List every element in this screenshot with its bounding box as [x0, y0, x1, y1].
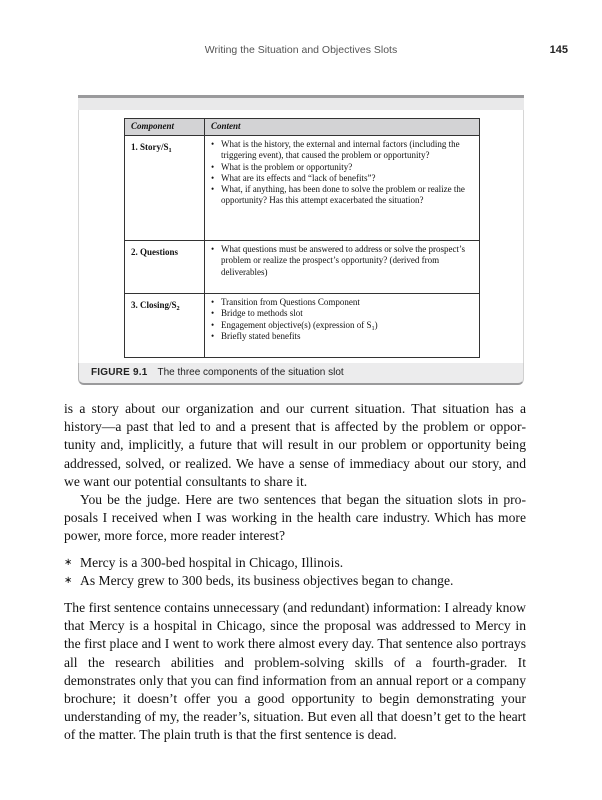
content-bullet: • Bridge to methods slot [211, 308, 473, 319]
content-bullet-text: Engagement objective(s) (expression of S [221, 319, 372, 330]
content-bullet: • What are its effects and “lack of benefits”? [211, 173, 473, 184]
table-row-closing [125, 294, 480, 358]
paragraph: You be the judge. Here are two sentences that began the situation slots in proposals I received when I was working in the health care industry. Which has more power, more force, more reader interest? [64, 492, 526, 544]
content-bullet: • What, if anything, has been done to solve the problem or realize the opportunity? Has this attempt exacerbated the situation? [211, 184, 473, 207]
asterisk-bullet-icon: ∗ [64, 574, 73, 586]
table-header-row [125, 119, 480, 136]
component-subscript: 2 [176, 305, 180, 312]
column-header-component: Component [125, 119, 205, 136]
component-label: 1. Story/S [131, 142, 169, 152]
content-cell [205, 136, 480, 241]
content-bullet: • Transition from Questions Component [211, 297, 473, 308]
list-item [64, 572, 526, 590]
figure-caption-label: FIGURE 9.1 [91, 367, 148, 378]
component-cell [125, 136, 205, 241]
figure-caption [78, 363, 524, 385]
list-item-text: As Mercy grew to 300 beds, its business objectives began to change. [80, 572, 454, 588]
figure-top-bar [78, 95, 524, 110]
component-label: 3. Closing/S [131, 300, 177, 310]
content-bullets [211, 297, 473, 342]
paragraph: The first sentence contains unnecessary (and redundant) information: I already know that Mercy is a hospital in Chicago, since the proposal was addressed to Mercy in the first place and I went to work there almost every day. That sentence also portrays all the research abilities and problem-solving skills of a fourth-grader. It demonstrates only that you can find information from an annual report or a company brochure; it doesn’t offer you a good opportunity to begin demonstrating your understanding of my, the reader’s, situation. But even all that doesn’t get to the heart of the matter. The plain truth is that the first sentence is dead. [64, 600, 526, 743]
component-subscript: 1 [168, 147, 172, 154]
list-item-text: Mercy is a 300-bed hospital in Chicago, Illinois. [80, 554, 344, 570]
component-label: 2. Questions [131, 247, 179, 257]
running-head [0, 44, 602, 60]
content-subscript: 1 [371, 324, 375, 332]
component-cell [125, 294, 205, 358]
content-bullet: • Briefly stated benefits [211, 331, 473, 342]
paragraph: is a story about our organization and our current situation. That situation has a history—a past that led to and a present that is affected by the problem or opportunity and, implicitly, a future that will result in our problem or opportunity being addressed, solved, or realized. We have a sense of immediacy about our story, and we want our potential consultants to share it. [64, 401, 526, 489]
content-cell [205, 294, 480, 358]
content-bullet-tail: ) [374, 319, 378, 330]
figure-caption-text: The three components of the situation slot [157, 367, 344, 378]
component-cell [125, 241, 205, 294]
table-row-story [125, 136, 480, 241]
column-header-content: Content [205, 119, 480, 136]
running-title: Writing the Situation and Objectives Slots [204, 44, 398, 56]
body-text [64, 400, 526, 745]
content-bullet: • What is the problem or opportunity? [211, 162, 473, 173]
example-list [64, 554, 526, 590]
components-table [124, 118, 480, 358]
asterisk-bullet-icon: ∗ [64, 556, 73, 568]
content-cell [205, 241, 480, 294]
content-bullet [211, 320, 473, 331]
content-bullet: • What questions must be answered to address or solve the prospect’s problem or realize the prospect’s opportunity? (derived from deliverables) [211, 244, 473, 278]
content-bullet: • What is the history, the external and internal factors (including the triggering event), that caused the problem or opportunity? [211, 139, 473, 162]
content-bullets [211, 244, 473, 278]
table-row-questions [125, 241, 480, 294]
list-item [64, 554, 526, 572]
page-number: 145 [549, 44, 568, 56]
content-bullets [211, 139, 473, 207]
